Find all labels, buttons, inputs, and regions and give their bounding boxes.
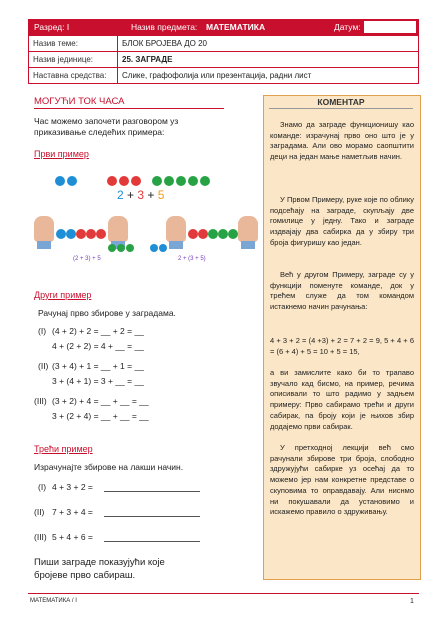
example1-title: Први пример [34,149,89,159]
example2-row-number: (I) [38,326,47,336]
answer-line[interactable] [104,516,200,517]
red-dot [119,176,129,186]
green-dot [108,244,116,252]
grade-label: Разред: I [34,22,70,32]
meta-value: Слике, графофолија или презентација, радни лист [118,68,419,84]
green-dot [176,176,186,186]
answer-line[interactable] [104,541,200,542]
example3-row-number: (I) [38,482,47,492]
example1-caption-left: (2 + 3) + 5 [73,256,101,262]
hand-icon [34,216,54,242]
comment-paragraph: а ви замислите како би то трапаво звучало кад бисмо, на пример, речима описивали то што радимо у задњем примеру: Прво сабирамо трећи и други сабирак, па броју који је њихов збир додајемо први сабирак. [270,368,414,431]
comment-paragraph: У Првом Примеру, руке које по облику подсећају на заграде, скупљају две гомилице у једну. Тако и заграде издвајају два сабирка да у збиру три броја фигуришу као један. [270,195,414,247]
closing-line-2: бројеве прво сабираш. [34,570,136,581]
comment-paragraph: У претходној лекцији већ смо рачунали збирове три броја, слободно здружујући сабирке уз осећај да то можемо јер нам конкретне представе о скуповима то оправдавају. Али ниснмо ни покушавали да установимо и искажемо правило о здруживању. [270,443,414,517]
red-dot [86,229,96,239]
blue-dot [67,176,77,186]
meta-label: Наставна средства: [29,68,118,84]
subject-value: МАТЕМАТИКА [206,22,266,32]
intro-line-2: приказивање следећих примера: [34,127,165,137]
comment-title: КОМЕНТАР [317,97,365,107]
intro-line-1: Час можемо започети разговором уз [34,116,179,126]
meta-row-unit [29,52,419,68]
example2-row-number: (II) [38,361,49,371]
red-dot [76,229,86,239]
example2-row-number: (III) [34,396,47,406]
sum-operator: + [147,188,155,202]
page-number: 1 [410,598,414,605]
blue-dot [66,229,76,239]
green-dot [228,229,238,239]
example3-instruction: Израчунајте збирове на лакши начин. [34,462,184,472]
example3-row-number: (II) [34,507,45,517]
date-label: Датум: [334,22,361,32]
example3-row-number: (III) [34,532,47,542]
section-divider [34,108,224,109]
blue-dot [150,244,158,252]
date-field[interactable] [364,21,416,33]
footer-divider [28,593,419,594]
sum-term: 5 [157,188,165,202]
hand-icon [166,216,186,242]
header-bar [28,19,419,35]
example1-sum [117,188,164,202]
meta-label: Назив јединице: [29,52,118,68]
green-dot [188,176,198,186]
example3-row-expr: 5 + 4 + 6 = [52,532,93,542]
meta-value: БЛОК БРОЈЕВА ДО 20 [118,36,419,52]
footer-subject: МАТЕМАТИКА / I [30,598,77,604]
red-dot [198,229,208,239]
comment-paragraph: 4 + 3 + 2 = (4 +3) + 2 = 7 + 2 = 9, 5 + 4 + 6 = (6 + 4) + 5 = 10 + 5 = 15, [270,336,414,356]
example2-row-a: (4 + 2) + 2 = __ + 2 = __ [52,326,144,336]
cuff-icon [169,241,183,249]
hand-icon [238,216,258,242]
green-dot [152,176,162,186]
green-dot [164,176,174,186]
sum-term: 2 [117,188,124,202]
example2-row-a: (3 + 2) + 4 = __ + __ = __ [52,396,149,406]
example3-row-expr: 4 + 3 + 2 = [52,482,93,492]
red-dot [107,176,117,186]
cuff-icon [37,241,51,249]
example3-title: Трећи пример [34,444,93,454]
meta-label: Назив теме: [29,36,118,52]
example2-row-b: 4 + (2 + 2) = 4 + __ = __ [52,341,144,351]
comment-paragraph: Знамо да заграде функционишу као команде: израчунај прво оно што је у заградама. Али ово морамо саопштити деци на један мање наметљив начин. [270,120,414,162]
green-dot [218,229,228,239]
example2-title: Други пример [34,290,92,300]
meta-row-materials [29,68,419,84]
red-dot [96,229,106,239]
example2-row-b: 3 + (2 + 4) = __ + __ = __ [52,411,149,421]
example3-row-expr: 7 + 3 + 4 = [52,507,93,517]
example1-caption-right: 2 + (3 + 5) [178,256,206,262]
example2-row-b: 3 + (4 + 1) = 3 + __ = __ [52,376,144,386]
green-dot [208,229,218,239]
red-dot [131,176,141,186]
hand-icon [108,216,128,242]
example2-instruction: Рачунај прво збирове у заградама. [38,308,176,318]
red-dot [188,229,198,239]
cuff-icon [241,241,255,249]
comment-paragraph: Већ у другом Примеру, заграде су у функцији поменуте команде, док у трећем служе да том командом истакнемо начин рачунања: [270,270,414,312]
blue-dot [56,229,66,239]
blue-dot [55,176,65,186]
comment-divider [269,108,413,109]
green-dot [200,176,210,186]
green-dot [117,244,125,252]
subject-label: Назив предмета: [131,22,198,32]
green-dot [126,244,134,252]
example2-row-a: (3 + 4) + 1 = __ + 1 = __ [52,361,144,371]
meta-row-topic [29,36,419,52]
answer-line[interactable] [104,491,200,492]
section-title: МОГУЋИ ТОК ЧАСА [34,96,125,107]
sum-term: 3 [137,188,145,202]
blue-dot [159,244,167,252]
sum-operator: + [127,188,135,202]
closing-line-1: Пиши заграде показујући које [34,557,165,568]
meta-table [28,35,419,84]
meta-value: 25. ЗАГРАДЕ [118,52,419,68]
